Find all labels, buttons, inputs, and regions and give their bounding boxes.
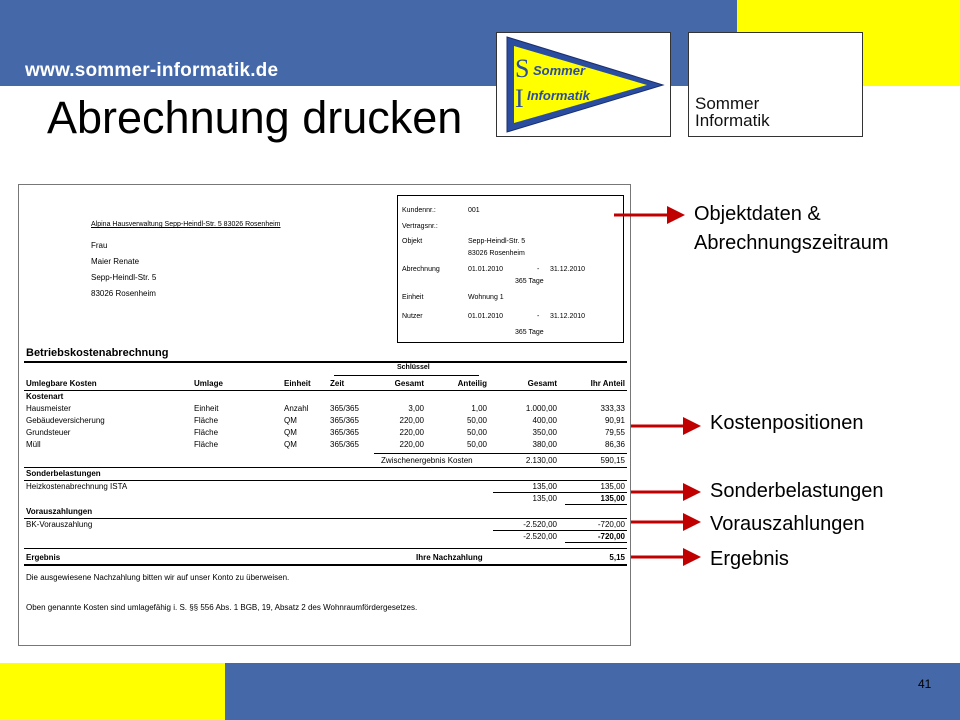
voraus-item: BK-Vorauszahlung (26, 520, 93, 529)
address-line: Sepp-Heindl-Str. 5 (91, 273, 157, 282)
logo1-word2: Informatik (527, 88, 590, 103)
callout-kostenpositionen: Kostenpositionen (710, 412, 864, 434)
callout-zeitraum: Abrechnungszeitraum (694, 232, 889, 254)
col-header: Gesamt (527, 379, 557, 388)
voraus-gesamt: -2.520,00 (523, 520, 557, 529)
cell: 220,00 (399, 428, 424, 437)
voraus-heading: Vorauszahlungen (26, 507, 93, 516)
svg-text:S: S (515, 54, 530, 83)
info-value: - (537, 266, 540, 273)
cell: 380,00 (532, 440, 557, 449)
info-label: Kundennr.: (402, 207, 436, 214)
info-label: Objekt (402, 238, 423, 245)
sonder-anteil: 135,00 (600, 482, 625, 491)
info-label: Abrechnung (402, 266, 440, 273)
voraus-anteil: -720,00 (597, 520, 625, 529)
sonder-heading: Sonderbelastungen (26, 469, 101, 478)
cell: 220,00 (399, 440, 424, 449)
info-value: 31.12.2010 (550, 313, 586, 320)
sonder-sum-gesamt: 135,00 (532, 494, 557, 503)
cell: 365/365 (330, 440, 359, 449)
info-value: 001 (468, 207, 480, 214)
cell: 1.000,00 (525, 404, 557, 413)
cell: 50,00 (466, 440, 487, 449)
cell: Müll (26, 440, 41, 449)
info-value: 365 Tage (515, 278, 544, 285)
voraus-sum-anteil: -720,00 (597, 532, 625, 541)
cell: 50,00 (466, 416, 487, 425)
website-url: www.sommer-informatik.de (25, 60, 279, 81)
ergebnis-label: Ergebnis (26, 553, 61, 562)
note-line: Die ausgewiesene Nachzahlung bitten wir auf unser Konto zu überweisen. (26, 573, 290, 582)
cell: 90,91 (604, 416, 625, 425)
callout-vorauszahlungen: Vorauszahlungen (710, 513, 865, 535)
subtotal-anteil: 590,15 (600, 456, 625, 465)
cell: 350,00 (532, 428, 557, 437)
col-header: Einheit (284, 379, 311, 388)
col-header: Umlegbare Kosten (26, 379, 97, 388)
col-header: Zeit (330, 379, 345, 388)
subtotal-label: Zwischenergebnis Kosten (381, 456, 473, 465)
page-number: 41 (918, 677, 932, 691)
cell: Anzahl (284, 404, 309, 413)
cell: 50,00 (466, 428, 487, 437)
cell: Fläche (194, 416, 219, 425)
sender-line: Alpina Hausverwaltung Sepp-Heindl-Str. 5 83026 Rosenheim (91, 221, 281, 228)
info-value: 365 Tage (515, 329, 544, 336)
callout-objektdaten: Objektdaten & (694, 203, 821, 225)
callout-sonderbelastungen: Sonderbelastungen (710, 480, 884, 502)
cell: 86,36 (604, 440, 625, 449)
svg-text:I: I (515, 84, 524, 113)
info-value: 31.12.2010 (550, 266, 586, 273)
note-line: Oben genannte Kosten sind umlagefähig i. S. §§ 556 Abs. 1 BGB, 19, Absatz 2 des Wohnraumfördergesetzes. (26, 603, 418, 612)
logo2-line2: Informatik (695, 111, 770, 130)
doc-heading: Betriebskostenabrechnung (26, 347, 169, 359)
cell: Fläche (194, 428, 219, 437)
cell: QM (284, 416, 297, 425)
info-value: - (537, 313, 540, 320)
sonder-gesamt: 135,00 (532, 482, 557, 491)
address-line: 83026 Rosenheim (91, 289, 156, 298)
cell: 365/365 (330, 428, 359, 437)
nachzahlung-label: Ihre Nachzahlung (416, 553, 483, 562)
cell: 365/365 (330, 404, 359, 413)
cell: Fläche (194, 440, 219, 449)
cell: 3,00 (408, 404, 424, 413)
col-header: Anteilig (457, 379, 487, 388)
cell: 1,00 (471, 404, 487, 413)
info-label: Vertragsnr.: (402, 223, 438, 230)
info-value: Sepp-Heindl-Str. 5 (468, 238, 526, 245)
cell: QM (284, 428, 297, 437)
info-value: 83026 Rosenheim (468, 250, 525, 257)
cell: Grundsteuer (26, 428, 71, 437)
cell: Einheit (194, 404, 219, 413)
address-line: Maier Renate (91, 257, 140, 266)
info-label: Nutzer (402, 313, 423, 320)
col-header: Umlage (194, 379, 223, 388)
logo2-line1: Sommer (695, 94, 760, 113)
cell: Hausmeister (26, 404, 71, 413)
cell: QM (284, 440, 297, 449)
cell: 400,00 (532, 416, 557, 425)
col-header: Ihr Anteil (590, 379, 625, 388)
slide-title: Abrechnung drucken (47, 92, 463, 143)
kostenart-label: Kostenart (26, 392, 64, 401)
logo1-word1: Sommer (533, 63, 586, 78)
info-value: 01.01.2010 (468, 266, 504, 273)
cell: 365/365 (330, 416, 359, 425)
sonder-sum-anteil: 135,00 (600, 494, 625, 503)
cell: 333,33 (600, 404, 625, 413)
sonder-item: Heizkostenabrechnung ISTA (26, 482, 128, 491)
schluessel-label: Schlüssel (397, 364, 430, 371)
cell: 220,00 (399, 416, 424, 425)
info-value: Wohnung 1 (468, 294, 504, 301)
cell: 79,55 (604, 428, 625, 437)
callout-ergebnis: Ergebnis (710, 548, 789, 570)
info-value: 01.01.2010 (468, 313, 504, 320)
nachzahlung-value: 5,15 (609, 553, 625, 562)
cell: Gebäudeversicherung (26, 416, 105, 425)
info-label: Einheit (402, 294, 424, 301)
col-header: Gesamt (394, 379, 424, 388)
subtotal-gesamt: 2.130,00 (525, 456, 557, 465)
voraus-sum-gesamt: -2.520,00 (523, 532, 557, 541)
address-line: Frau (91, 241, 108, 250)
